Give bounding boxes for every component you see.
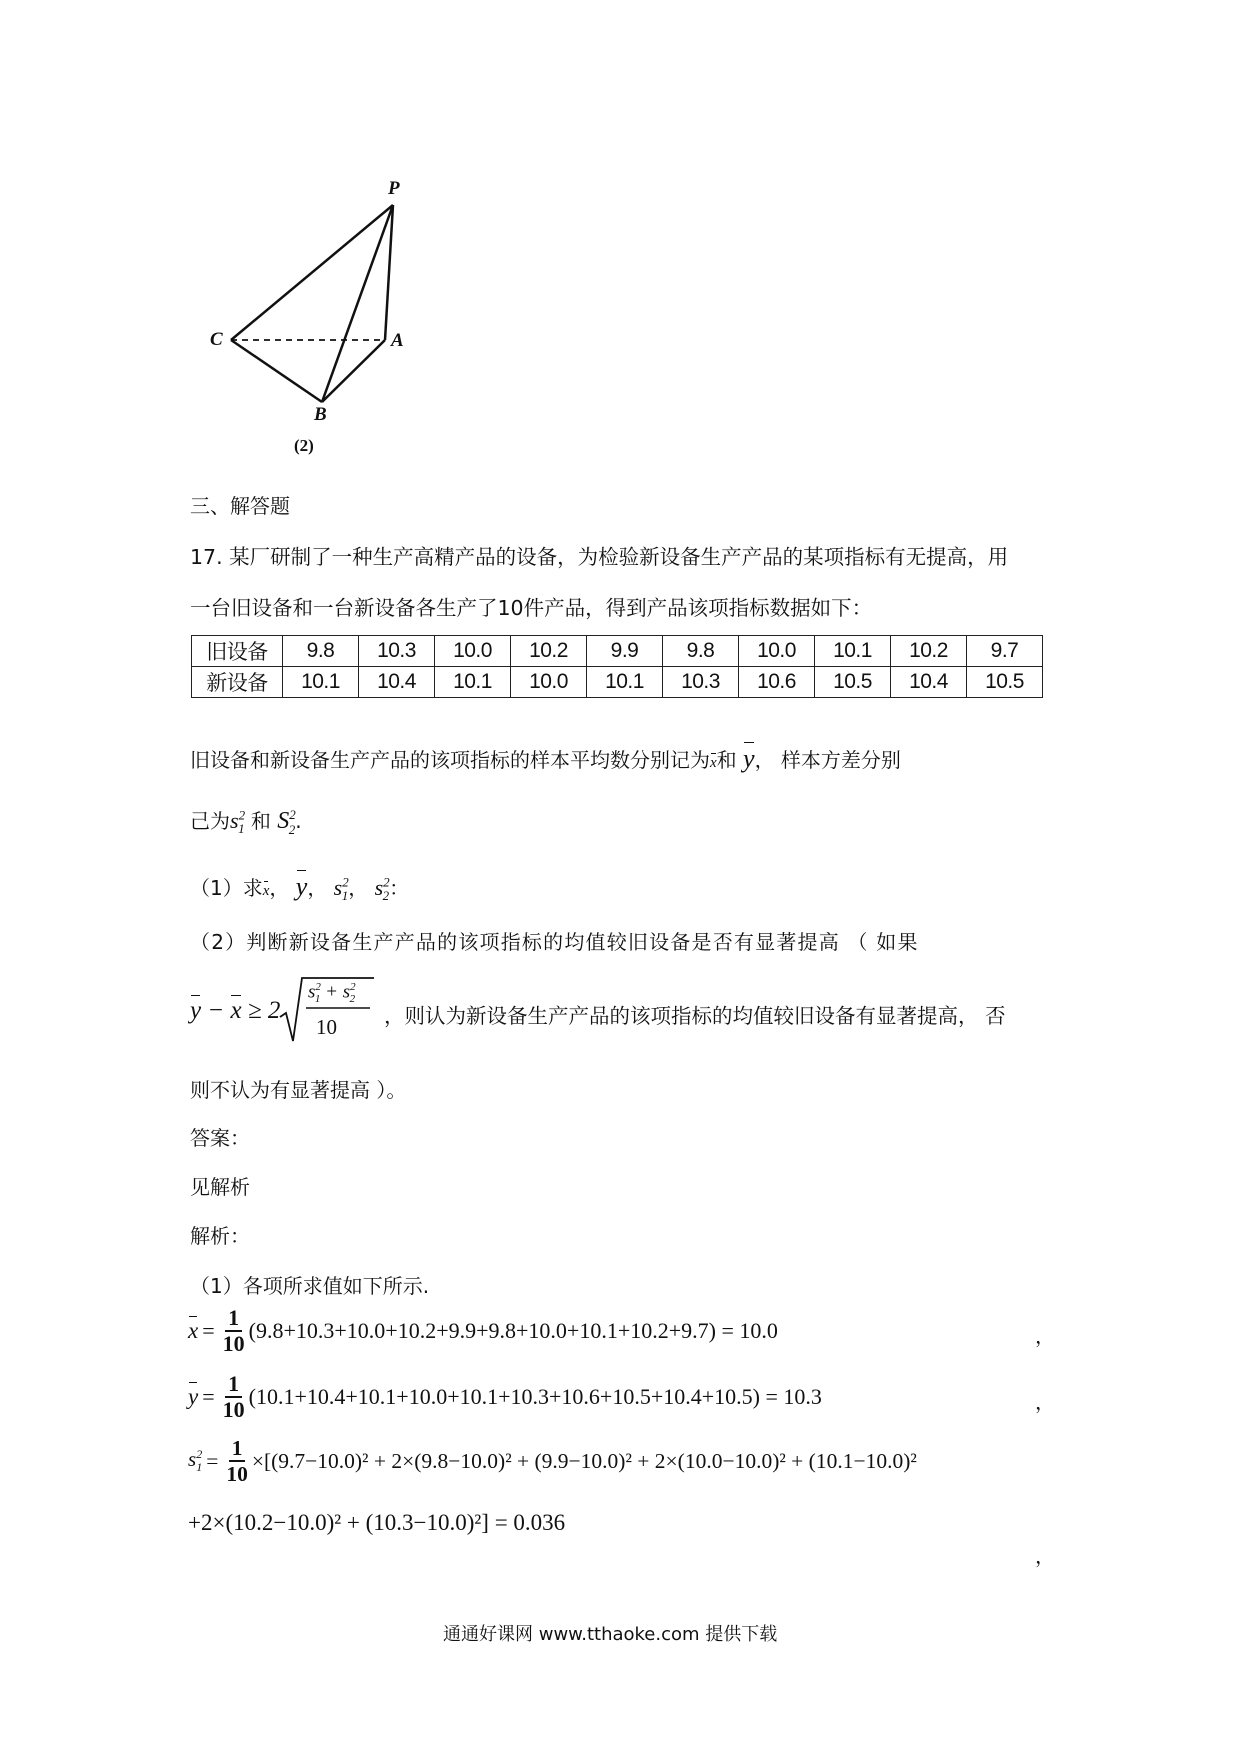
q1-s1-squared: $s^2_1$: [333, 874, 349, 904]
eq-x-bar: x: [188, 1318, 199, 1343]
q1-x-bar: x: [262, 883, 270, 899]
eq-s1-body-line2: +2×(10.2−10.0)² + (10.3−10.0)²] = 0.036: [188, 1510, 566, 1535]
desc-text-a: 旧设备和新设备生产产品的该项指标的样本平均数分别记为: [190, 748, 710, 772]
s1-squared-symbol: $s^2_1$: [230, 807, 246, 837]
fraction-one-tenth: $\frac{1}{10}$: [226, 1436, 248, 1486]
row-label: 旧设备: [192, 636, 283, 667]
fraction-one-tenth: $\frac{1}{10}$: [222, 1371, 245, 1422]
table-cell: 10.1: [815, 636, 891, 667]
table-cell: 10.2: [891, 636, 967, 667]
question-1: [190, 872, 409, 904]
y-bar-symbol: y: [743, 744, 755, 773]
q1-sep: ，: [348, 876, 369, 900]
analysis-intro: （1）各项所求值如下所示.: [190, 1274, 430, 1298]
edge-cb: [231, 340, 322, 402]
condition-lhs: y − x ≥ 2: [190, 997, 281, 1024]
label-p: P: [388, 178, 400, 199]
label-c: C: [210, 329, 223, 350]
table-cell: 10.0: [739, 636, 815, 667]
eq-x-body: (9.8+10.3+10.0+10.2+9.9+9.8+10.0+10.1+10.2+9.7) = 10.0: [248, 1318, 778, 1343]
desc2-and: 和: [250, 809, 271, 833]
table-cell: 10.1: [435, 667, 511, 698]
sqrt-denominator: 10: [316, 1015, 337, 1039]
fraction-one-tenth: $\frac{1}{10}$: [222, 1305, 245, 1356]
answer-label: 答案：: [190, 1126, 250, 1150]
table-cell: 9.8: [663, 636, 739, 667]
q1-end: ：: [389, 876, 410, 900]
table-cell: 9.8: [283, 636, 359, 667]
desc2-period: .: [295, 809, 302, 833]
table-cell: 10.6: [739, 667, 815, 698]
table-row: [192, 636, 1043, 667]
question-2-line-1: （2）判断新设备生产产品的该项指标的均值较旧设备是否有显著提高 （ 如果: [190, 930, 919, 954]
eq-comma: ，: [1035, 1324, 1055, 1348]
q1-prefix: （1）求: [190, 876, 263, 900]
data-table: [191, 635, 1043, 698]
table-cell: 10.1: [587, 667, 663, 698]
sqrt-numerator: $s^2_1 + s^2_2$: [308, 981, 356, 1006]
q1-y-bar: y: [295, 872, 308, 901]
edge-ab: [322, 340, 385, 402]
equation-y-mean: y = $\frac{1}{10}$ (10.1+10.4+10.1+10.0+10.1+10.3+10.6+10.5+10.4+10.5) = 10.3: [188, 1371, 822, 1422]
description-line-1: [190, 744, 901, 774]
table-row: [192, 667, 1043, 698]
desc-text-b: ， 样本方差分别: [754, 748, 901, 772]
eq-y-bar: y: [188, 1384, 199, 1409]
equation-x-mean: x = $\frac{1}{10}$ (9.8+10.3+10.0+10.2+9.9+9.8+10.0+10.1+10.2+9.7) = 10.0: [188, 1305, 778, 1356]
table-cell: 10.0: [511, 667, 587, 698]
q1-s2-squared: $s^2_2$: [374, 874, 390, 904]
s2-squared-symbol: $S^2_2$: [277, 807, 296, 837]
eq-comma: ，: [1035, 1544, 1055, 1568]
answer-text: 见解析: [190, 1175, 250, 1199]
row-label: 新设备: [192, 667, 283, 698]
table-cell: 10.4: [891, 667, 967, 698]
table-cell: 10.3: [663, 667, 739, 698]
equation-s1-variance: $s^2_1$ = $\frac{1}{10}$ ×[(9.7−10.0)² + 2×(9.8−10.0)² + (9.9−10.0)² + 2×(10.0−10.0)² + (10.1−10.0)²: [188, 1436, 917, 1486]
desc-and: 和: [716, 748, 737, 772]
q1-sep: ，: [307, 876, 328, 900]
q1-sep: ，: [269, 876, 290, 900]
table-cell: 10.3: [359, 636, 435, 667]
table-cell: 10.2: [511, 636, 587, 667]
question-2-line-3: 则不认为有显著提高 ）。: [190, 1078, 407, 1102]
table-cell: 10.5: [815, 667, 891, 698]
analysis-label: 解析：: [190, 1224, 250, 1248]
table-cell: 9.7: [967, 636, 1043, 667]
eq-y-body: (10.1+10.4+10.1+10.0+10.1+10.3+10.6+10.5+10.4+10.5) = 10.3: [248, 1384, 822, 1409]
description-line-2: [190, 805, 302, 838]
condition-rest: ，则认为新设备生产产品的该项指标的均值较旧设备有显著提高， 否: [384, 1004, 1006, 1028]
eq-comma: ，: [1035, 1390, 1055, 1414]
label-a: A: [391, 330, 404, 351]
section-title: 三、解答题: [190, 494, 290, 518]
footer-text: 通通好课网 www.tthaoke.com 提供下载: [443, 1624, 778, 1645]
table-cell: 10.5: [967, 667, 1043, 698]
figure-caption: (2): [294, 436, 314, 455]
desc2-text-a: 己为: [190, 809, 230, 833]
problem-line-2: 一台旧设备和一台新设备各生产了10件产品，得到产品该项指标数据如下：: [190, 596, 873, 620]
table-cell: 10.4: [359, 667, 435, 698]
label-b: B: [314, 404, 327, 425]
table-cell: 10.1: [283, 667, 359, 698]
eq-s1-squared: $s^2_1$: [188, 1446, 203, 1475]
x-bar-symbol: x: [710, 755, 717, 771]
problem-line-1: 17. 某厂研制了一种生产高精产品的设备，为检验新设备生产产品的某项指标有无提高，用: [190, 545, 1009, 569]
eq-s1-body-line1: ×[(9.7−10.0)² + 2×(9.8−10.0)² + (9.9−10.0)² + 2×(10.0−10.0)² + (10.1−10.0)²: [251, 1448, 917, 1473]
table-cell: 10.0: [435, 636, 511, 667]
table-cell: 9.9: [587, 636, 663, 667]
